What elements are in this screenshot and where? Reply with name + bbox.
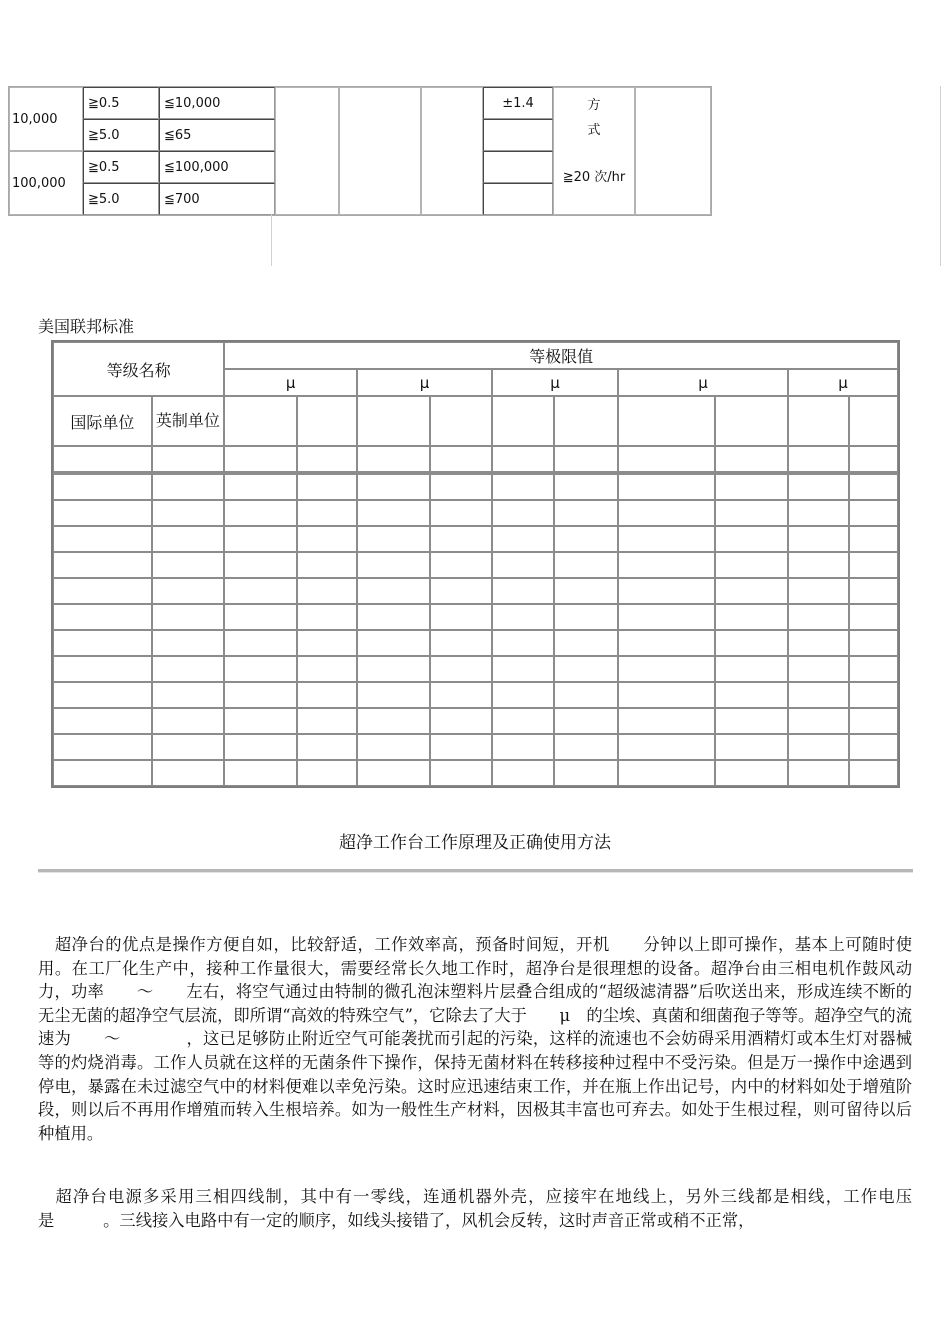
table-row	[9, 87, 711, 119]
empty-cell	[554, 446, 617, 474]
empty-cell	[224, 396, 297, 446]
empty-cell	[492, 682, 554, 708]
empty-cell	[53, 760, 152, 786]
empty-cell	[297, 474, 357, 500]
empty-cell	[430, 526, 492, 552]
empty-cell	[357, 734, 430, 760]
empty-cell	[849, 708, 898, 734]
airflow-mode-cell	[553, 87, 635, 215]
table-row	[53, 446, 898, 474]
empty-cell	[554, 474, 617, 500]
table-row	[53, 708, 898, 734]
empty-cell	[618, 500, 715, 526]
cleanroom-class-table	[8, 86, 712, 216]
empty-cell	[788, 656, 848, 682]
table-divider-line	[271, 214, 272, 266]
empty-cell	[430, 500, 492, 526]
empty-cell	[152, 760, 225, 786]
empty-cell	[715, 760, 789, 786]
empty-cell	[554, 396, 617, 446]
empty-cell	[715, 500, 789, 526]
empty-cell	[849, 446, 898, 474]
empty-cell	[492, 630, 554, 656]
empty-cell	[224, 734, 297, 760]
empty-cell	[788, 500, 848, 526]
empty-cell	[715, 682, 789, 708]
particle-size-cell: ≧5.0	[83, 119, 159, 151]
empty-cell	[297, 446, 357, 474]
empty-cell	[492, 474, 554, 500]
empty-cell	[715, 446, 789, 474]
empty-cell	[715, 578, 789, 604]
class-cell: 10,000	[9, 87, 83, 151]
blank-rows	[53, 446, 898, 786]
empty-cell	[430, 578, 492, 604]
empty-cell	[53, 500, 152, 526]
table-header-row	[53, 342, 898, 369]
empty-cell	[152, 526, 225, 552]
imperial-unit-header: 英制单位	[152, 396, 225, 446]
empty-cell	[849, 552, 898, 578]
empty-cell	[492, 500, 554, 526]
empty-cell	[715, 630, 789, 656]
empty-cell	[492, 734, 554, 760]
empty-cell	[849, 604, 898, 630]
particle-size-cell: ≧5.0	[83, 183, 159, 215]
empty-cell	[297, 682, 357, 708]
empty-cell	[849, 526, 898, 552]
empty-cell	[53, 552, 152, 578]
particle-size-header: μ	[224, 369, 357, 396]
empty-cell	[618, 396, 715, 446]
empty-cell	[554, 500, 617, 526]
empty-cell	[618, 708, 715, 734]
empty-cell	[357, 708, 430, 734]
table-row	[53, 552, 898, 578]
empty-cell	[492, 396, 554, 446]
empty-cell	[297, 734, 357, 760]
empty-cell	[357, 578, 430, 604]
empty-cell	[357, 552, 430, 578]
tolerance-cell	[483, 183, 553, 215]
empty-cell	[430, 552, 492, 578]
empty-cell	[357, 396, 430, 446]
empty-cell	[788, 552, 848, 578]
empty-cell	[357, 526, 430, 552]
empty-cell	[430, 708, 492, 734]
table-row	[53, 734, 898, 760]
empty-cell	[788, 578, 848, 604]
empty-cell	[152, 500, 225, 526]
empty-cell	[152, 708, 225, 734]
empty-cell	[618, 682, 715, 708]
empty-cell	[618, 656, 715, 682]
empty-cell	[492, 526, 554, 552]
empty-cell	[421, 87, 483, 215]
table-header-row	[53, 396, 898, 446]
table-row	[53, 682, 898, 708]
tolerance-cell: ±1.4	[483, 87, 553, 119]
empty-cell	[788, 734, 848, 760]
grade-name-header: 等级名称	[53, 342, 224, 396]
empty-cell	[357, 474, 430, 500]
table-row	[53, 500, 898, 526]
empty-cell	[554, 760, 617, 786]
empty-cell	[53, 446, 152, 474]
empty-cell	[357, 760, 430, 786]
mode-line-2: 式	[587, 122, 601, 138]
empty-cell	[297, 578, 357, 604]
empty-cell	[715, 396, 789, 446]
empty-cell	[297, 760, 357, 786]
empty-cell	[618, 446, 715, 474]
table-row	[53, 604, 898, 630]
federal-standard-table	[51, 340, 900, 788]
empty-cell	[788, 474, 848, 500]
empty-cell	[554, 604, 617, 630]
empty-cell	[715, 552, 789, 578]
empty-cell	[849, 500, 898, 526]
paragraph-text: 超净台电源多采用三相四线制，其中有一零线，连通机器外壳，应接牢在地线上，另外三线都是相线，工作电压是 。三线接入电路中有一定的顺序，如线头接错了，风机会反转，这时声音正常或稍不正常，	[38, 1187, 912, 1230]
article-title: 超净工作台工作原理及正确使用方法	[339, 833, 611, 853]
empty-cell	[492, 446, 554, 474]
article-paragraph-2	[38, 1185, 912, 1232]
empty-cell	[224, 474, 297, 500]
empty-cell	[357, 630, 430, 656]
empty-cell	[849, 734, 898, 760]
empty-cell	[618, 734, 715, 760]
empty-cell	[788, 396, 848, 446]
empty-cell	[339, 87, 421, 215]
particle-size-cell: ≧0.5	[83, 87, 159, 119]
table-row	[53, 760, 898, 786]
empty-cell	[297, 630, 357, 656]
article-paragraph-1	[38, 933, 912, 1145]
empty-cell	[849, 656, 898, 682]
empty-cell	[53, 526, 152, 552]
empty-cell	[849, 578, 898, 604]
empty-cell	[430, 474, 492, 500]
empty-cell	[297, 656, 357, 682]
federal-standard-caption: 美国联邦标准	[38, 317, 135, 336]
table-row	[53, 526, 898, 552]
empty-cell	[715, 474, 789, 500]
empty-cell	[788, 446, 848, 474]
empty-cell	[430, 656, 492, 682]
empty-cell	[297, 396, 357, 446]
empty-cell	[618, 578, 715, 604]
empty-cell	[492, 708, 554, 734]
empty-cell	[715, 656, 789, 682]
horizontal-divider	[38, 869, 913, 873]
empty-cell	[224, 552, 297, 578]
particle-limit-cell: ≦65	[159, 119, 275, 151]
empty-cell	[357, 500, 430, 526]
empty-cell	[618, 474, 715, 500]
empty-cell	[849, 474, 898, 500]
empty-cell	[635, 87, 711, 215]
empty-cell	[492, 656, 554, 682]
empty-cell	[554, 526, 617, 552]
empty-cell	[53, 630, 152, 656]
empty-cell	[618, 604, 715, 630]
empty-cell	[492, 604, 554, 630]
empty-cell	[224, 578, 297, 604]
empty-cell	[618, 552, 715, 578]
empty-cell	[715, 708, 789, 734]
empty-cell	[53, 682, 152, 708]
empty-cell	[224, 708, 297, 734]
page-edge-line	[940, 86, 941, 266]
class-cell: 100,000	[9, 151, 83, 215]
empty-cell	[430, 396, 492, 446]
empty-cell	[554, 578, 617, 604]
particle-size-header: μ	[788, 369, 898, 396]
empty-cell	[224, 500, 297, 526]
empty-cell	[53, 578, 152, 604]
limit-header: 等极限值	[224, 342, 898, 369]
empty-cell	[297, 708, 357, 734]
empty-cell	[849, 682, 898, 708]
empty-cell	[554, 682, 617, 708]
empty-cell	[297, 526, 357, 552]
paragraph-text: 超净台的优点是操作方便自如，比较舒适，工作效率高，预备时间短，开机 分钟以上即可操作，基本上可随时使用。在工厂化生产中，接种工作量很大，需要经常长久地工作时，超净台是很理想的设备。超净台由三相电机作鼓风动力，功率 ～ 左右，将空气通过由特制的微孔泡沫塑料片层叠合组成的“超级滤清器”后吹送出来，形成连续不断的无尘无菌的超净空气层流，即所谓“高效的特殊空气”，它除去了大于 μ 的尘埃、真菌和细菌孢子等等。超净空气的流速为 ～ ，这已足够防止附近空气可能袭扰而引起的污染，这样的流速也不会妨碍采用酒精灯或本生灯对器械等的灼烧消毒。工作人员就在这样的无菌条件下操作，保持无菌材料在转移接种过程中不受污染。但是万一操作中途遇到停电，暴露在未过滤空气中的材料便难以幸免污染。这时应迅速结束工作，并在瓶上作出记号，内中的材料如处于增殖阶段，则以后不再用作增殖而转入生根培养。如为一般性生产材料，因极其丰富也可弃去。如处于生根过程，则可留待以后种植用。	[38, 935, 912, 1143]
empty-cell	[357, 604, 430, 630]
empty-cell	[430, 630, 492, 656]
empty-cell	[152, 474, 225, 500]
empty-cell	[618, 526, 715, 552]
empty-cell	[357, 656, 430, 682]
empty-cell	[430, 446, 492, 474]
empty-cell	[357, 682, 430, 708]
empty-cell	[849, 760, 898, 786]
empty-cell	[297, 500, 357, 526]
tolerance-cell	[483, 119, 553, 151]
empty-cell	[849, 630, 898, 656]
empty-cell	[788, 630, 848, 656]
empty-cell	[53, 604, 152, 630]
empty-cell	[224, 656, 297, 682]
empty-cell	[152, 446, 225, 474]
empty-cell	[152, 578, 225, 604]
empty-cell	[152, 552, 225, 578]
empty-cell	[224, 760, 297, 786]
empty-cell	[152, 682, 225, 708]
empty-cell	[152, 656, 225, 682]
empty-cell	[224, 630, 297, 656]
particle-limit-cell: ≦100,000	[159, 151, 275, 183]
empty-cell	[275, 87, 339, 215]
empty-cell	[53, 474, 152, 500]
empty-cell	[224, 682, 297, 708]
empty-cell	[554, 656, 617, 682]
empty-cell	[430, 682, 492, 708]
particle-size-header: μ	[357, 369, 492, 396]
empty-cell	[618, 760, 715, 786]
empty-cell	[492, 552, 554, 578]
empty-cell	[788, 682, 848, 708]
empty-cell	[788, 526, 848, 552]
air-changes-value: ≧20 次/hr	[562, 169, 626, 185]
empty-cell	[224, 604, 297, 630]
particle-size-header: μ	[492, 369, 618, 396]
empty-cell	[430, 734, 492, 760]
particle-limit-cell: ≦700	[159, 183, 275, 215]
empty-cell	[849, 396, 898, 446]
table-row	[53, 630, 898, 656]
empty-cell	[430, 760, 492, 786]
particle-size-header: μ	[618, 369, 788, 396]
empty-cell	[152, 630, 225, 656]
empty-cell	[53, 734, 152, 760]
empty-cell	[618, 630, 715, 656]
mode-line-1: 方	[587, 97, 601, 113]
table-row	[53, 656, 898, 682]
empty-cell	[788, 760, 848, 786]
table-row	[53, 474, 898, 500]
empty-cell	[297, 604, 357, 630]
table-row	[53, 578, 898, 604]
empty-cell	[152, 734, 225, 760]
particle-size-cell: ≧0.5	[83, 151, 159, 183]
tolerance-cell	[483, 151, 553, 183]
empty-cell	[554, 708, 617, 734]
empty-cell	[430, 604, 492, 630]
empty-cell	[788, 604, 848, 630]
empty-cell	[715, 734, 789, 760]
intl-unit-header: 国际单位	[53, 396, 152, 446]
empty-cell	[492, 760, 554, 786]
empty-cell	[715, 526, 789, 552]
empty-cell	[53, 656, 152, 682]
empty-cell	[492, 578, 554, 604]
empty-cell	[297, 552, 357, 578]
empty-cell	[715, 604, 789, 630]
empty-cell	[224, 526, 297, 552]
empty-cell	[788, 708, 848, 734]
empty-cell	[554, 630, 617, 656]
empty-cell	[554, 552, 617, 578]
empty-cell	[152, 604, 225, 630]
empty-cell	[357, 446, 430, 474]
empty-cell	[554, 734, 617, 760]
empty-cell	[53, 708, 152, 734]
empty-cell	[224, 446, 297, 474]
particle-limit-cell: ≦10,000	[159, 87, 275, 119]
